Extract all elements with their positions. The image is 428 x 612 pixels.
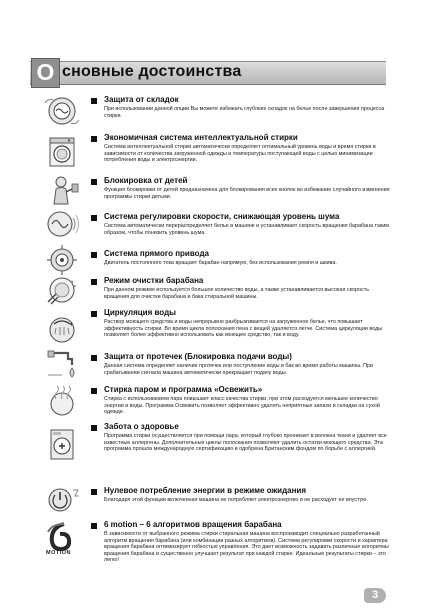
- bullet: [91, 98, 97, 104]
- feature-title: Защита от протечек (Блокировка подачи воды): [104, 352, 292, 361]
- bullet: [91, 355, 97, 361]
- feature-title: 6 motion – 6 алгоритмов вращения барабана: [104, 520, 282, 529]
- feature-title: Система прямого привода: [104, 249, 209, 258]
- bullet: [91, 279, 97, 285]
- feature-description: Функция блокировки от детей предназначена для блокирования всех кнопок во избежание случайного изменения программы стирки детьми.: [104, 187, 390, 200]
- bullet: [91, 388, 97, 394]
- health-care-icon: [42, 428, 82, 461]
- feature-description: Система интеллектуальной стирки автоматически определяет оптимальный уровень воды и время стирки в зависимости от количества загруженной одежды и температуры поступающей воды с целью минимизации потребления воды и электроэнергии.: [104, 144, 376, 164]
- page-title: сновные достоинства: [62, 63, 242, 80]
- bullet: [91, 179, 97, 185]
- zero-standby-icon: [42, 484, 82, 517]
- bullet: [91, 523, 97, 529]
- bullet: [91, 311, 97, 317]
- crease-care-icon: [42, 95, 82, 128]
- direct-drive-icon: [42, 244, 82, 277]
- water-circulation-icon: [42, 314, 82, 347]
- six-motion-logo-text: MOTION: [46, 550, 71, 556]
- bullet: [91, 489, 97, 495]
- title-initial-letter: О: [31, 58, 60, 88]
- feature-title: Защита от складок: [104, 95, 179, 104]
- tub-clean-icon: [42, 274, 82, 307]
- feature-title: Экономичная система интеллектуальной стирки: [104, 133, 298, 142]
- bullet: [91, 215, 97, 221]
- low-noise-icon: [42, 208, 82, 241]
- feature-description: Данная система определяет наличие протечек или поступление воды в бак во время работы машины. При срабатывании сигнала машина автоматически прекращает подачу воды.: [104, 363, 374, 376]
- feature-description: Благодаря этой функции включенная машина не потребляет электроэнергию и не расходует ее впустую.: [104, 497, 368, 503]
- feature-title: Нулевое потребление энергии в режиме ожидания: [104, 486, 307, 495]
- feature-title: Режим очистки барабана: [104, 276, 204, 285]
- smart-wash-icon: [42, 135, 82, 168]
- feature-description: Стирка с использованием пара повышает класс качества стирки, при этом расходуется меньшее количество энергии и воды. Программа Освежить позволяет эффективно удалять неприятные запахи и складки на сухой одежде.: [104, 396, 380, 416]
- feature-title: Циркуляция воды: [104, 308, 176, 317]
- child-lock-icon: [42, 174, 82, 207]
- feature-description: Система автоматически перераспределяет белье в машине и устанавливает скорость вращения барабана таким образом, чтобы понизить уровень шума.: [104, 223, 389, 236]
- steam-icon: [42, 385, 82, 418]
- bullet: [91, 252, 97, 258]
- feature-description: При данном режиме используется большое количество воды, а также устанавливается высокая скорость вращения для очистки барабана и бака стиральной машины.: [104, 287, 370, 300]
- feature-description: Программа стирки осуществляется при помощи пара, который глубоко проникает в волокна ткани и удаляет все известные аллергены. Дополнительные циклы полоскания позволяют удалить остатки моющего средства. Эта программа прошла международную сертификацию и одобрена Британским фондом по борьбе с аллергией.: [104, 433, 387, 453]
- bullet: [91, 425, 97, 431]
- feature-description: В зависимости от выбранного режима стирки стиральная машина воспроизводит специально разработанный алгоритм вращения барабана (или комбинации разных алгоритмов). Система регулировки скорости и характера вращения барабана оптимизирует гибкостью управления. Это дает возможность задавать различные алгоритмы вращения барабана и существенно улучшает результат при каждой стирке. Идеальные результаты стирки – это легко!: [104, 531, 389, 564]
- leak-protection-icon: [42, 349, 82, 382]
- page-number: 3: [364, 588, 386, 603]
- feature-title: Блокировка от детей: [104, 176, 188, 185]
- feature-description: Двигатель постоянного тока вращает барабан напрямую, без использования ремня и шкива.: [104, 260, 337, 266]
- feature-description: При использовании данной опции Вы можете избежать глубоких складок на белье после завершения процесса стирки.: [104, 106, 385, 119]
- feature-description: Раствор моющего средства и воды непрерывно разбрызгивается на загруженное белье, что повышает эффективность стирки. Во время цикла полоскания пена с вещей удаляется легче. Система циркуляции воды позволяет более эффективно использовать как моющее средство, так и воду.: [104, 319, 383, 339]
- feature-title: Забота о здоровье: [104, 422, 179, 431]
- bullet: [91, 136, 97, 142]
- feature-title: Стирка паром и программа «Освежить»: [104, 385, 263, 394]
- six-motion-logo: [42, 522, 82, 558]
- feature-title: Система регулировки скорости, снижающая уровень шума: [104, 212, 340, 221]
